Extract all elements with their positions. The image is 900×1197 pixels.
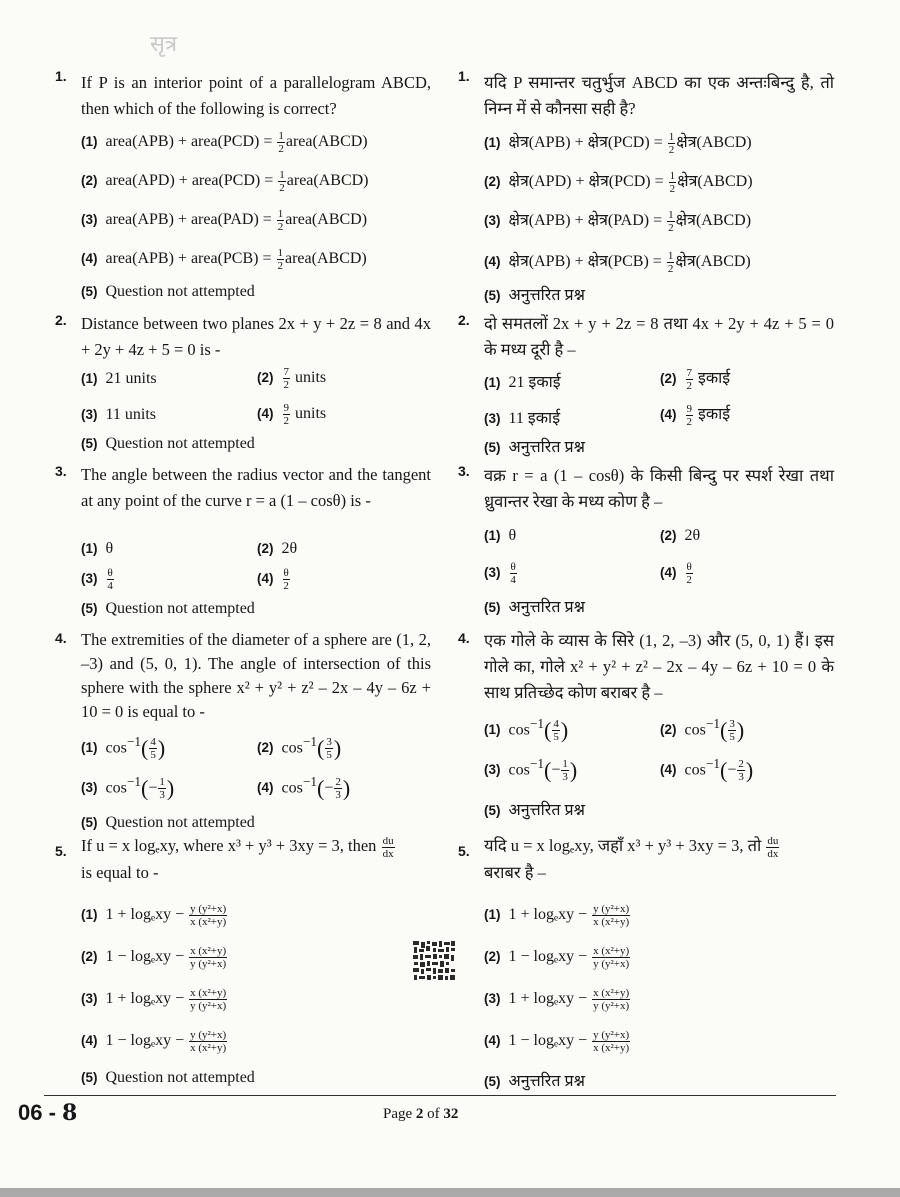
option-2: (2) 2θ — [257, 540, 298, 557]
option-1: (1) 1 + logₑxy − $\frac{\text{y (y²+x)}}{\text{x (x²+y)}}$ — [81, 903, 227, 928]
option-2: (2) $\cos^{-1}$( $\frac{3}{5}$ ) — [660, 716, 745, 744]
question-number: 1. — [458, 68, 470, 84]
option-2: (2) क्षेत्र(APD) + क्षेत्र(PCD) = $\frac{1}{2}$ क्षेत्र(ABCD) — [484, 169, 753, 195]
question-stem: The angle between the radius vector and the tangent at any point of the curve r = a (1 – cosθ) is - — [81, 465, 431, 510]
option-4: (4) $\frac{\theta}{2}$ — [257, 567, 289, 592]
fraction: $\frac{\theta}{2}$ — [686, 561, 692, 586]
question-stem: वक्र r = a (1 – cosθ) के किसी बिन्दु पर स्पर्श रेखा तथा ध्रुवान्तर रेखा के मध्य कोण है – — [484, 466, 834, 511]
faint-watermark: सृत्र — [150, 32, 178, 57]
question-stem: Distance between two planes 2x + y + 2z = 8 and 4x + 2y + 4z + 5 = 0 is - — [81, 314, 431, 359]
scan-edge — [0, 1188, 900, 1197]
fraction: $\frac{3}{5}$ — [326, 736, 332, 762]
option-4: (4) क्षेत्र(APB) + क्षेत्र(PCB) = $\frac{1}{2}$ क्षेत्र(ABCD) — [484, 249, 751, 275]
option-1: (1) 21 इकाई — [484, 374, 561, 391]
question-number: 4. — [55, 630, 67, 646]
qr-code — [412, 940, 456, 982]
option-1: (1) 1 + logₑxy − $\frac{\text{y (y²+x)}}{\text{x (x²+y)}}$ — [484, 903, 630, 928]
fraction: $\frac{du}{dx}$ — [382, 834, 394, 860]
question-number: 3. — [458, 463, 470, 479]
option-4: (4) $\frac{\theta}{2}$ — [660, 561, 692, 586]
question-stem: दो समतलों 2x + y + 2z = 8 तथा 4x + 2y + 4z + 5 = 0 के मध्य दूरी है – — [484, 314, 834, 359]
option-3: (3) 11 इकाई — [484, 410, 561, 427]
option-1: (1) 21 units — [81, 370, 157, 387]
option-2: (2) area(APD) + area(PCD) = $\frac{1}{2}$ area(ABCD) — [81, 169, 369, 194]
fraction: $\frac{1}{2}$ — [278, 130, 284, 155]
option-5: (5) Question not attempted — [81, 283, 255, 300]
fraction: $\frac{3}{5}$ — [729, 718, 735, 744]
fraction: $\frac{1}{2}$ — [668, 130, 675, 156]
option-2: (2) 2θ — [660, 527, 701, 544]
page-indicator: Page 2 of 32 — [383, 1106, 459, 1122]
option-5: (5) अनुत्तरित प्रश्न — [484, 599, 585, 616]
option-5: (5) Question not attempted — [81, 1069, 255, 1086]
option-2: (2) 1 − logₑxy − $\frac{\text{x (x²+y)}}{\text{y (y²+x)}}$ — [81, 945, 227, 970]
fraction: $\frac{\theta}{4}$ — [107, 567, 113, 592]
fraction: $\frac{\text{x (x²+y)}}{\text{y (y²+x)}}$ — [593, 987, 630, 1012]
option-1: (1) θ — [484, 527, 517, 544]
question-stem: The extremities of the diameter of a sphere are (1, 2, –3) and (5, 0, 1). The angle of intersection of this sphere with the sphere x² + y² + z² – 2x – 4y – 6z + 10 = 0 is equal to - — [81, 630, 431, 721]
fraction: $\frac{1}{2}$ — [668, 208, 674, 234]
option-3: (3) क्षेत्र(APB) + क्षेत्र(PAD) = $\frac{1}{2}$ क्षेत्र(ABCD) — [484, 208, 752, 234]
fraction: $\frac{\text{x (x²+y)}}{\text{y (y²+x)}}$ — [190, 987, 227, 1012]
fraction: $\frac{2}{3}$ — [738, 758, 744, 784]
option-3: (3) $\cos^{-1}(-$ $\frac{1}{3}$ ) — [484, 756, 578, 784]
question-number: 2. — [55, 312, 67, 328]
fraction: $\frac{1}{2}$ — [669, 169, 676, 195]
question-stem: If u = x logₑxy, where x³ + y³ + 3xy = 3, then $\frac{du}{dx}$ is equal to - — [81, 834, 394, 882]
fraction: $\frac{\theta}{4}$ — [510, 561, 516, 586]
option-5: (5) Question not attempted — [81, 600, 255, 617]
question-number: 5. — [55, 843, 67, 859]
question-stem: यदि P समान्तर चतुर्भुज ABCD का एक अन्तःबिन्दु है, तो निम्न में से कौनसा सही है? — [484, 73, 834, 118]
option-1: (1) क्षेत्र(APB) + क्षेत्र(PCD) = $\frac{1}{2}$ क्षेत्र(ABCD) — [484, 130, 752, 156]
question-stem: एक गोले के व्यास के सिरे (1, 2, –3) और (5, 0, 1) हैं। इस गोले का, गोले x² + y² + z² – 2x – 4y – 6z + 10 = 0 के साथ प्रतिच्छेद कोण बराबर है – — [484, 631, 834, 702]
option-4: (4) $\frac{9}{2}$ इकाई — [660, 402, 731, 428]
fraction: $\frac{1}{3}$ — [159, 776, 165, 802]
option-3: (3) area(APB) + area(PAD) = $\frac{1}{2}$ area(ABCD) — [81, 208, 368, 233]
fraction: $\frac{\text{y (y²+x)}}{\text{x (x²+y)}}$ — [593, 1029, 630, 1054]
fraction: $\frac{7}{2}$ — [283, 366, 289, 391]
option-4: (4) $\cos^{-1}(-$ $\frac{2}{3}$ ) — [660, 756, 754, 784]
fraction: $\frac{7}{2}$ — [686, 366, 692, 392]
option-3: (3) 1 + logₑxy − $\frac{\text{x (x²+y)}}{\text{y (y²+x)}}$ — [484, 987, 630, 1012]
fraction: $\frac{2}{3}$ — [335, 776, 341, 802]
fraction: $\frac{\text{x (x²+y)}}{\text{y (y²+x)}}$ — [190, 945, 227, 970]
fraction: $\frac{\text{y (y²+x)}}{\text{x (x²+y)}}$ — [190, 1029, 227, 1054]
option-4: (4) 1 − logₑxy − $\frac{\text{y (y²+x)}}{\text{x (x²+y)}}$ — [484, 1029, 630, 1054]
option-3: (3) $\cos^{-1}(-$ $\frac{1}{3}$ ) — [81, 774, 175, 802]
fraction: $\frac{1}{2}$ — [277, 247, 283, 272]
fraction: $\frac{4}{5}$ — [150, 736, 156, 762]
option-1: (1) θ — [81, 540, 114, 557]
booklet-code: 06 - 8 — [18, 1100, 78, 1126]
option-2: (2) 1 − logₑxy − $\frac{\text{x (x²+y)}}{\text{y (y²+x)}}$ — [484, 945, 630, 970]
question-number: 4. — [458, 630, 470, 646]
question-number: 1. — [55, 68, 67, 84]
fraction: $\frac{du}{dx}$ — [767, 834, 779, 860]
option-3: (3) 11 units — [81, 406, 157, 423]
fraction: $\frac{1}{3}$ — [562, 758, 568, 784]
option-2: (2) $\frac{7}{2}$ units — [257, 366, 327, 391]
footer-divider — [44, 1095, 836, 1096]
option-4: (4) area(APB) + area(PCB) = $\frac{1}{2}$ area(ABCD) — [81, 247, 367, 272]
fraction: $\frac{\theta}{2}$ — [283, 567, 289, 592]
option-1: (1) $\cos^{-1}$( $\frac{4}{5}$ ) — [81, 734, 166, 762]
fraction: $\frac{1}{2}$ — [667, 249, 674, 275]
option-1: (1) area(APB) + area(PCD) = $\frac{1}{2}$ area(ABCD) — [81, 130, 368, 155]
option-5: (5) Question not attempted — [81, 814, 255, 831]
fraction: $\frac{9}{2}$ — [283, 402, 289, 427]
option-5: (5) Question not attempted — [81, 435, 255, 452]
option-4: (4) $\cos^{-1}(-$ $\frac{2}{3}$ ) — [257, 774, 351, 802]
question-number: 3. — [55, 463, 67, 479]
option-5: (5) अनुत्तरित प्रश्न — [484, 439, 585, 456]
option-4: (4) 1 − logₑxy − $\frac{\text{y (y²+x)}}{\text{x (x²+y)}}$ — [81, 1029, 227, 1054]
fraction: $\frac{1}{2}$ — [277, 208, 284, 233]
question-stem: यदि u = x logₑxy, जहाँ x³ + y³ + 3xy = 3, तो $\frac{du}{dx}$ बराबर है – — [484, 834, 779, 882]
question-number: 2. — [458, 312, 470, 328]
fraction: $\frac{9}{2}$ — [686, 402, 692, 428]
option-3: (3) $\frac{\theta}{4}$ — [81, 567, 113, 592]
option-3: (3) 1 + logₑxy − $\frac{\text{x (x²+y)}}{\text{y (y²+x)}}$ — [81, 987, 227, 1012]
option-4: (4) $\frac{9}{2}$ units — [257, 402, 327, 427]
option-5: (5) अनुत्तरित प्रश्न — [484, 802, 585, 819]
option-5: (5) अनुत्तरित प्रश्न — [484, 1073, 585, 1090]
question-stem: If P is an interior point of a parallelogram ABCD, then which of the following is correct? — [81, 73, 431, 118]
question-number: 5. — [458, 843, 470, 859]
option-2: (2) $\cos^{-1}$( $\frac{3}{5}$ ) — [257, 734, 342, 762]
option-1: (1) $\cos^{-1}$( $\frac{4}{5}$ ) — [484, 716, 569, 744]
option-5: (5) अनुत्तरित प्रश्न — [484, 287, 585, 304]
option-2: (2) $\frac{7}{2}$ इकाई — [660, 366, 731, 392]
fraction: $\frac{4}{5}$ — [553, 718, 559, 744]
fraction: $\frac{\text{y (y²+x)}}{\text{x (x²+y)}}$ — [593, 903, 630, 928]
fraction: $\frac{\text{x (x²+y)}}{\text{y (y²+x)}}$ — [593, 945, 630, 970]
fraction: $\frac{\text{y (y²+x)}}{\text{x (x²+y)}}$ — [190, 903, 227, 928]
option-3: (3) $\frac{\theta}{4}$ — [484, 561, 516, 586]
fraction: $\frac{1}{2}$ — [279, 169, 285, 194]
